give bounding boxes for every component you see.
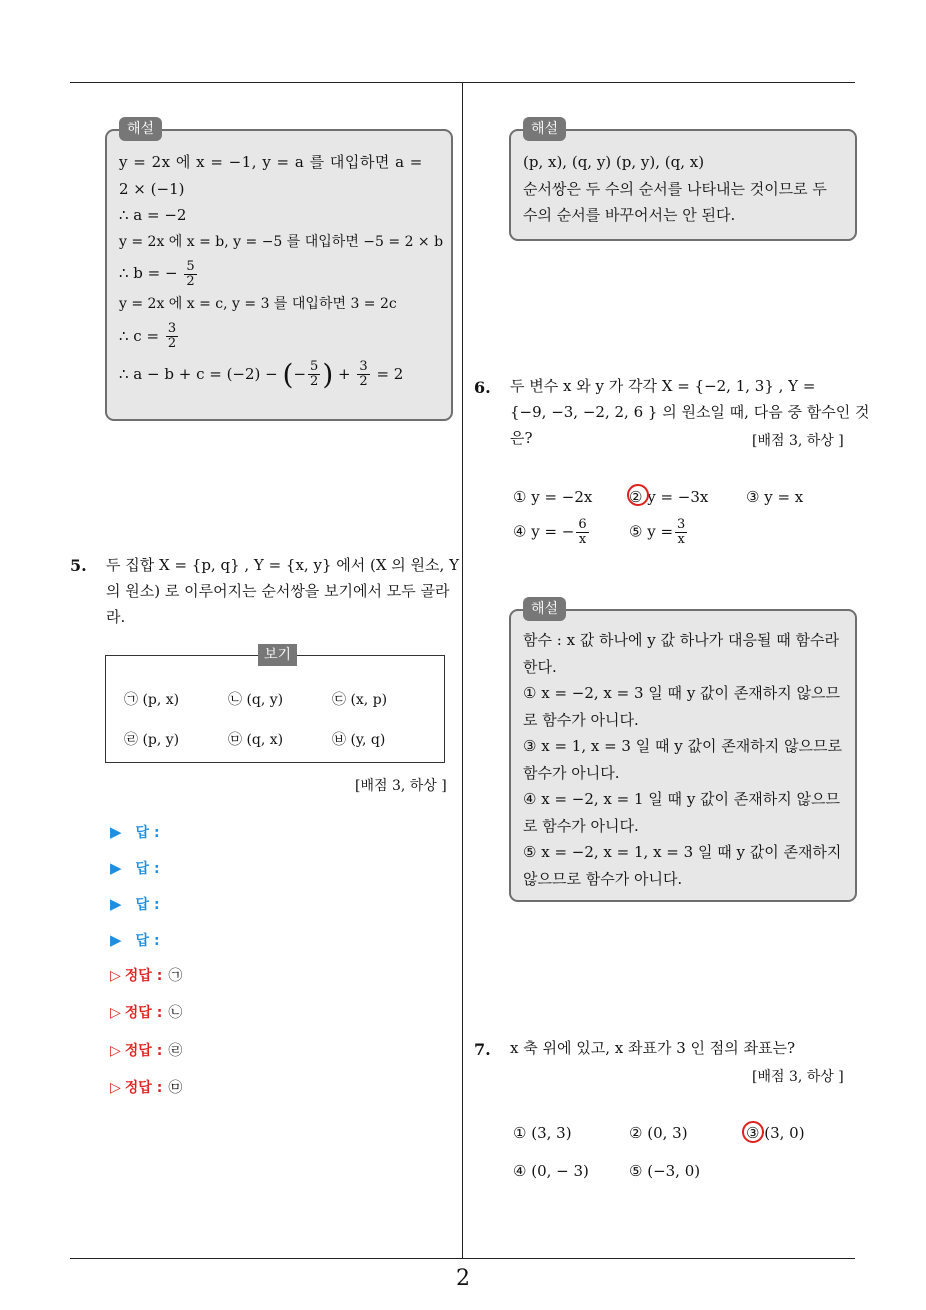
points-q6: [배점 3, 하상 ] [752,433,844,449]
q6-choice-3[interactable]: ③ y = x [746,488,804,506]
sol4-line: y = 2x 에 x = −1, y = a 를 대입하면 a = [119,153,423,171]
sol6-line: 로 함수가 아니다. [523,710,639,729]
fraction: $\frac{5}{2}$ [310,359,319,389]
q7-choice-1[interactable]: ① (3, 3) [513,1124,572,1142]
sol6-line: ⑤ x = −2, x = 1, x = 3 일 때 y 값이 존재하지 [523,843,842,861]
q7-choice-5[interactable]: ⑤ (−3, 0) [629,1162,701,1180]
fraction: $\frac{3}{2}$ [167,321,177,351]
answer-blank-row: ▶ 답 : [110,859,160,877]
correct-answer-row: ▷ 정답 : ㉡ [110,1005,183,1021]
bogi-item: ㉢ (x, p) [332,692,388,708]
answer-blank-row: ▶ 답 : [110,823,160,841]
fraction: $\frac{3}{x}$ [677,517,686,547]
page-number: 2 [456,1266,470,1291]
fraction: $\frac{5}{2}$ [186,258,195,289]
sol6-line: 않으므로 함수가 아니다. [523,869,683,888]
solution-tag: 해설 [523,597,566,621]
sol4-line: ∴ b = − $\frac{5}{2}$ [119,258,195,289]
bogi-item: ㉤ (q, x) [228,732,284,748]
sol6-line: 한다. [523,657,557,676]
bogi-tag: 보기 [258,644,297,666]
bogi-box [105,647,445,763]
sol6-line: 함수 : x 값 하나에 y 값 하나가 대응될 때 함수라 [523,631,839,649]
question-number-5: 5. [70,556,87,575]
solution-box-q6 [509,601,857,902]
sol4-line: 2 × (−1) [119,179,185,198]
solution-tag: 해설 [119,117,162,141]
solution-tag: 해설 [523,117,566,141]
q6-choice-1[interactable]: ① y = −2x [513,488,593,506]
q7-choice-2[interactable]: ② (0, 3) [629,1124,688,1142]
question-number-7: 7. [474,1040,491,1059]
q6-choice-2[interactable]: ② y = −3x [629,488,709,506]
sol4-line: ∴ a − b + c = (−2) − (− $\frac{5}{2}$ ) + $\frac{3}{2}$ = 2 [119,357,404,391]
selected-answer-circle [627,484,649,506]
solution-box-q4 [105,121,453,421]
question-5-text: 두 집합 X = {p, q} , Y = {x, y} 에서 (X 의 원소, Y 의 원소) 로 이루어지는 순서쌍을 보기에서 모두 골라 라. [106,556,459,626]
solution-box-q5 [509,121,857,241]
sol6-line: ③ x = 1, x = 3 일 때 y 값이 존재하지 않으므로 [523,737,842,755]
question-7-text: x 축 위에 있고, x 좌표가 3 인 점의 좌표는? [510,1039,796,1057]
correct-answer-row: ▷ 정답 : ㉣ [110,1043,183,1059]
fraction: $\frac{3}{2}$ [359,359,368,389]
q6-choice-5[interactable]: ⑤ y = $\frac{3}{x}$ [629,517,686,547]
bogi-item: ㉠ (p, x) [124,692,180,708]
sol6-line: 함수가 아니다. [523,763,620,782]
sol5-line: 수의 순서를 바꾸어서는 안 된다. [523,206,736,224]
sol4-line: y = 2x 에 x = c, y = 3 를 대입하면 3 = 2c [119,296,397,312]
correct-answer-row: ▷ 정답 : ㉤ [110,1080,183,1096]
correct-answer-row: ▷ 정답 : ㉠ [110,968,183,984]
q7-choice-3[interactable]: ③ (3, 0) [746,1124,805,1142]
question-6-text: 두 변수 x 와 y 가 각각 X = {−2, 1, 3} , Y = {−9, −3, −2, 2, 6 } 의 원소일 때, 다음 중 함수인 것 은? [510,377,870,447]
sol4-line: y = 2x 에 x = b, y = −5 를 대입하면 −5 = 2 × b [119,233,444,250]
sol4-line: ∴ c = $\frac{3}{2}$ [119,321,177,351]
question-number-6: 6. [474,378,491,397]
bogi-item: ㉣ (p, y) [124,732,180,748]
selected-answer-circle [742,1121,764,1143]
sol4-line: ∴ a = −2 [119,206,187,224]
fraction: $\frac{6}{x}$ [578,517,587,547]
q7-choice-4[interactable]: ④ (0, − 3) [513,1162,589,1180]
sol6-line: ① x = −2, x = 3 일 때 y 값이 존재하지 않으므 [523,684,841,702]
bogi-item: ㉡ (q, y) [228,692,284,708]
answer-blank-row: ▶ 답 : [110,895,160,913]
answer-blank-row: ▶ 답 : [110,931,160,949]
sol6-line: 로 함수가 아니다. [523,816,639,835]
q6-choice-4[interactable]: ④ y = − $\frac{6}{x}$ [513,517,587,547]
points-q5: [배점 3, 하상 ] [355,778,447,794]
points-q7: [배점 3, 하상 ] [752,1069,844,1085]
column-divider [462,83,463,1259]
bogi-item: ㉥ (y, q) [332,732,386,748]
sol5-line: (p, x), (q, y) (p, y), (q, x) [523,153,705,171]
sol6-line: ④ x = −2, x = 1 일 때 y 값이 존재하지 않으므 [523,790,841,808]
sol5-line: 순서쌍은 두 수의 순서를 나타내는 것이므로 두 [523,179,827,198]
